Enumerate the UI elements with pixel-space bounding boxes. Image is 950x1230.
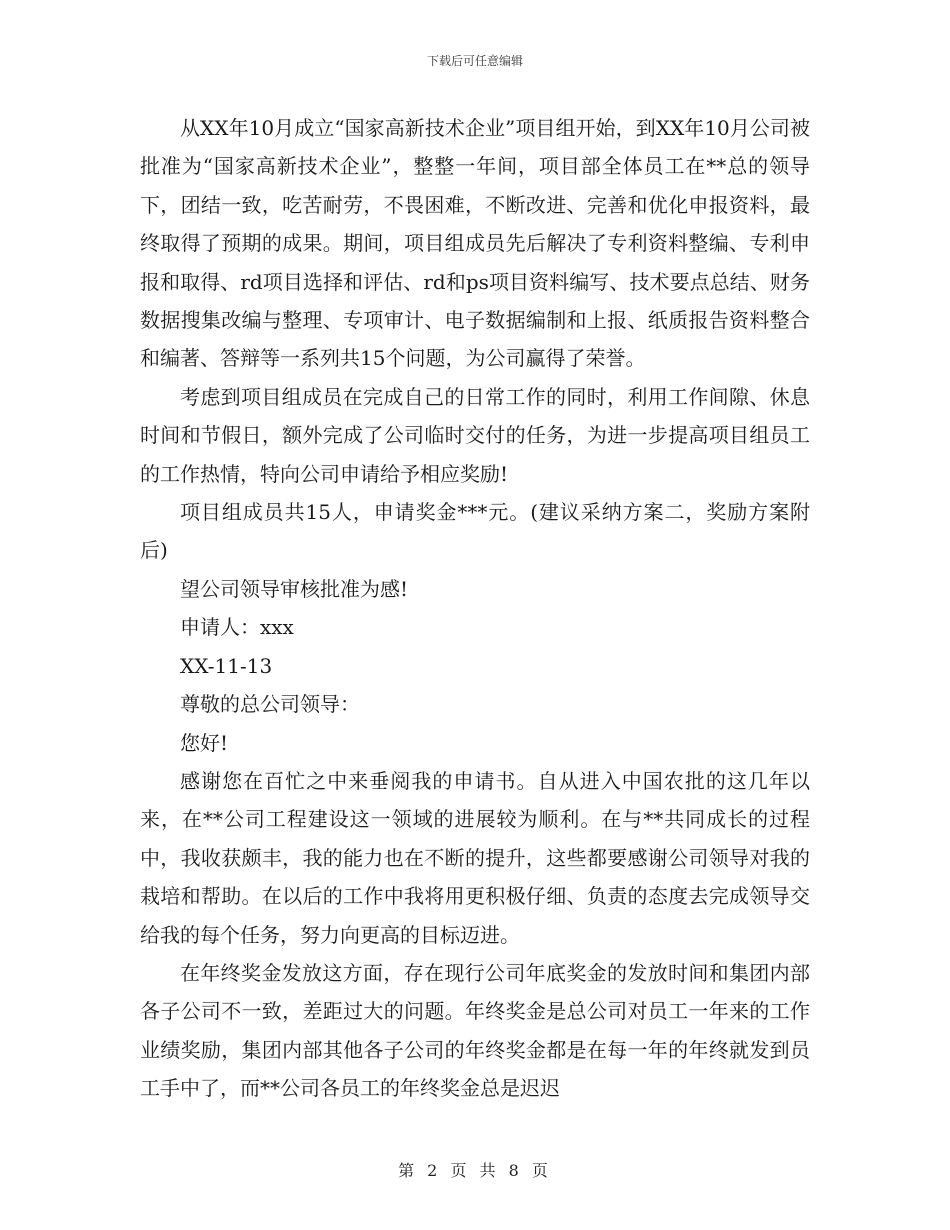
document-body bbox=[140, 109, 810, 1108]
paragraph-greeting: 您好! bbox=[180, 730, 229, 755]
paragraph-applicant: 申请人：xxx bbox=[180, 615, 294, 640]
page-footer: 第 2 页 共 8 页 bbox=[398, 1161, 552, 1180]
paragraph-reward-reason: 考虑到项目组成员在完成自己的日常工作的同时，利用工作间隙、休息时间和节假日，额外完成了公司临时交付的任务，为进一步提高项目组员工的工作热情，特向公司申请给予相应奖励! bbox=[140, 384, 810, 486]
paragraph-approval-request: 望公司领导审核批准为感! bbox=[180, 576, 409, 601]
paragraph-date: XX-11-13 bbox=[180, 653, 273, 678]
paragraph-salutation: 尊敬的总公司领导： bbox=[180, 692, 360, 717]
paragraph-project-summary: 从XX年10月成立“国家高新技术企业”项目组开始，到XX年10月公司被批准为“国家高新技术企业”，整整一年间，项目部全体员工在**总的领导下，团结一致，吃苦耐劳，不畏困难，不断改进、完善和优化申报资料，最终取得了预期的成果。期间，项目组成员先后解决了专利资料整编、专利申报和取得、rd项目选择和评估、rd和ps项目资料编写、技术要点总结、财务数据搜集改编与整理、专项审计、电子数据编制和上报、纸质报告资料整合和编著、答辩等一系列共15个问题，为公司赢得了荣誉。 bbox=[140, 116, 810, 371]
page-header: 下载后可任意编辑 bbox=[426, 54, 523, 68]
paragraph-thanks: 感谢您在百忙之中来垂阅我的申请书。自从进入中国农批的这几年以来，在**公司工程建设这一领域的进展较为顺利。在与**共同成长的过程中，我收获颇丰，我的能力也在不断的提升，这些都要感谢公司领导对我的栽培和帮助。在以后的工作中我将用更积极仔细、负责的态度去完成领导交给我的每个任务，努力向更高的目标迈进。 bbox=[140, 768, 810, 947]
paragraph-bonus-issue: 在年终奖金发放这方面，存在现行公司年底奖金的发放时间和集团内部各子公司不一致，差距过大的问题。年终奖金是总公司对员工一年来的工作业绩奖励，集团内部其他各子公司的年终奖金都是在每一年的年终就发到员工手中了，而**公司各员工的年终奖金总是迟迟 bbox=[140, 960, 810, 1101]
paragraph-bonus-request: 项目组成员共15人，申请奖金***元。(建议采纳方案二，奖励方案附后) bbox=[140, 500, 810, 563]
